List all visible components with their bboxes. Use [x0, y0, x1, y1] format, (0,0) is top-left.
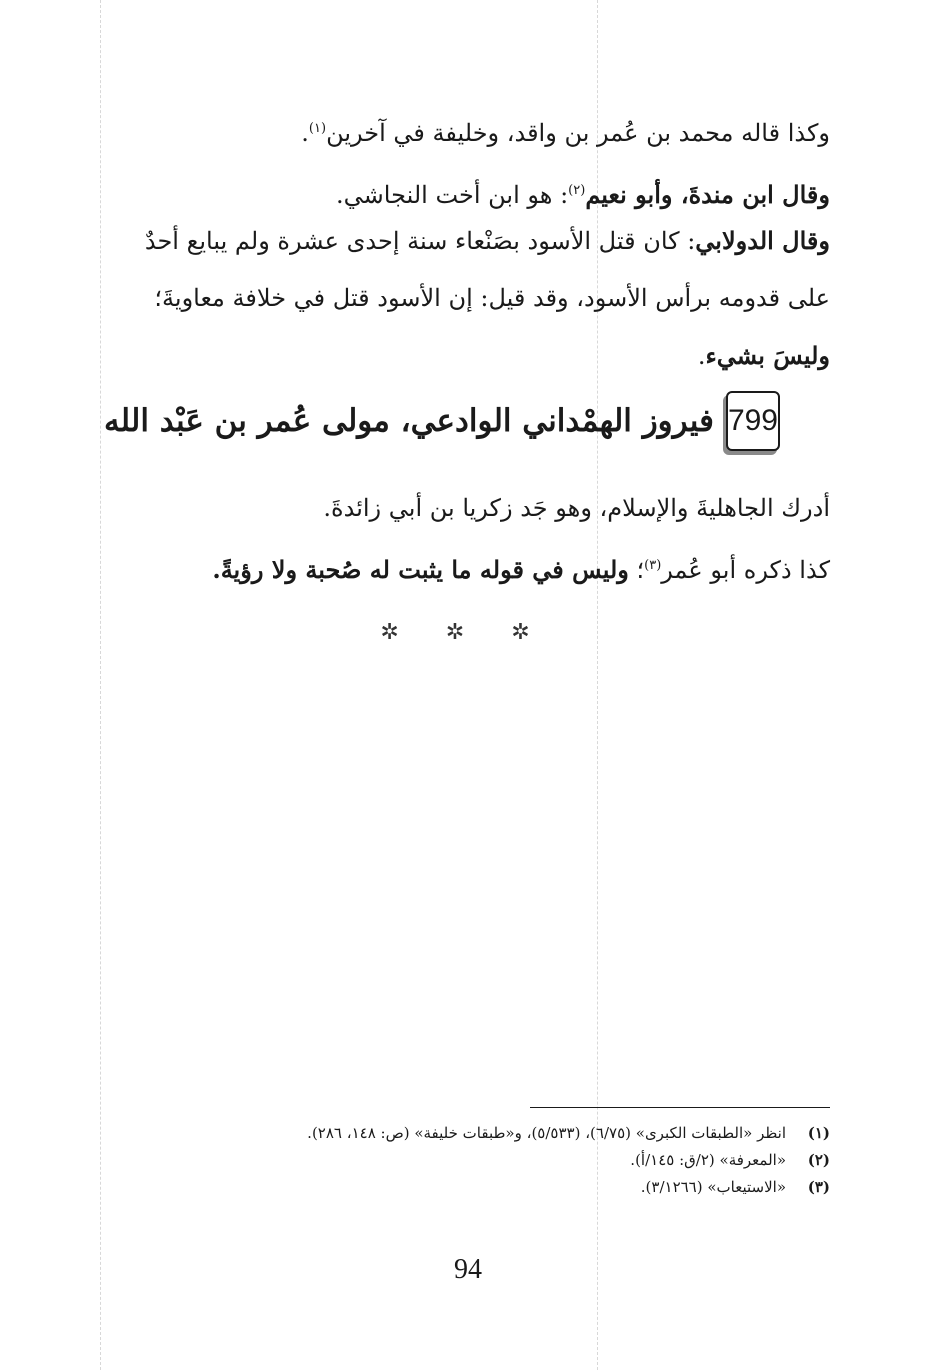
paragraph-1 [80, 100, 830, 224]
text-line [80, 212, 830, 270]
footnote-mark: (٢) [807, 1151, 830, 1169]
entry-body [80, 480, 830, 599]
line-sep: ؛ [636, 556, 645, 584]
line-tail: . [212, 555, 221, 584]
footnote-text: «المعرفة» (٢/ق: ١٤٥/أ). [630, 1151, 786, 1169]
line-tail: : هو ابن أخت النجاشي. [336, 181, 569, 209]
footnote-item [80, 1174, 830, 1201]
text-line [80, 327, 830, 385]
footnote-text: «الاستيعاب» (٣/١٢٦٦). [640, 1178, 786, 1196]
entry-title: فيروز الهمْداني الوادعي، مولى عُمر بن عَبْد الله [104, 403, 714, 439]
footnote-text: انظر «الطبقات الكبرى» (٦/٧٥)، (٥/٥٣٣)، و«طبقات خليفة» (ص: ١٤٨، ٢٨٦). [307, 1124, 786, 1142]
footnotes [80, 1120, 830, 1201]
line-bold: وقال الدولابي [695, 226, 830, 255]
footnote-ref[interactable]: (٢) [568, 183, 586, 198]
line-bold: وليسَ بشيء [705, 341, 830, 370]
footnote-item [80, 1147, 830, 1174]
line-tail: . [301, 119, 309, 147]
footnote-ref[interactable]: (١) [308, 121, 327, 136]
text-line: على قدومه برأس الأسود، وقد قيل: إن الأسود قتل في خلافة معاويةَ؛ [154, 284, 830, 312]
text-line: أدرك الجاهليةَ والإسلام، وهو جَد زكريا بن أبي زائدةَ. [323, 494, 830, 522]
footnote-item [80, 1120, 830, 1147]
entry-number-box [726, 391, 780, 451]
footnote-divider [530, 1107, 830, 1108]
entry-heading [104, 378, 780, 464]
line-text: كذا ذكره أبو عُمر [661, 556, 830, 584]
text-line [80, 537, 830, 599]
line-bold: وقال ابن مندةَ، وأبو نعيم [585, 180, 830, 209]
text-line [80, 100, 830, 162]
line-tail: . [697, 342, 706, 370]
entry-number: 799 [727, 404, 778, 437]
section-separator-stars: ✲ ✲ ✲ [380, 620, 550, 645]
footnote-mark: (١) [807, 1124, 830, 1142]
page-number: 94 [454, 1254, 482, 1285]
line-text: : كان قتل الأسود بصَنْعاء سنة إحدى عشرة ولم يبايع أحدٌ [144, 227, 696, 255]
footnote-mark: (٣) [807, 1178, 830, 1196]
footnote-ref[interactable]: (٣) [644, 558, 662, 573]
line-bold: وليس في قوله ما يثبت له صُحبة ولا رؤيةً [220, 555, 629, 584]
line-text: وكذا قاله محمد بن عُمر بن واقد، وخليفة في آخرين [326, 119, 830, 147]
paragraph-2 [80, 212, 830, 385]
